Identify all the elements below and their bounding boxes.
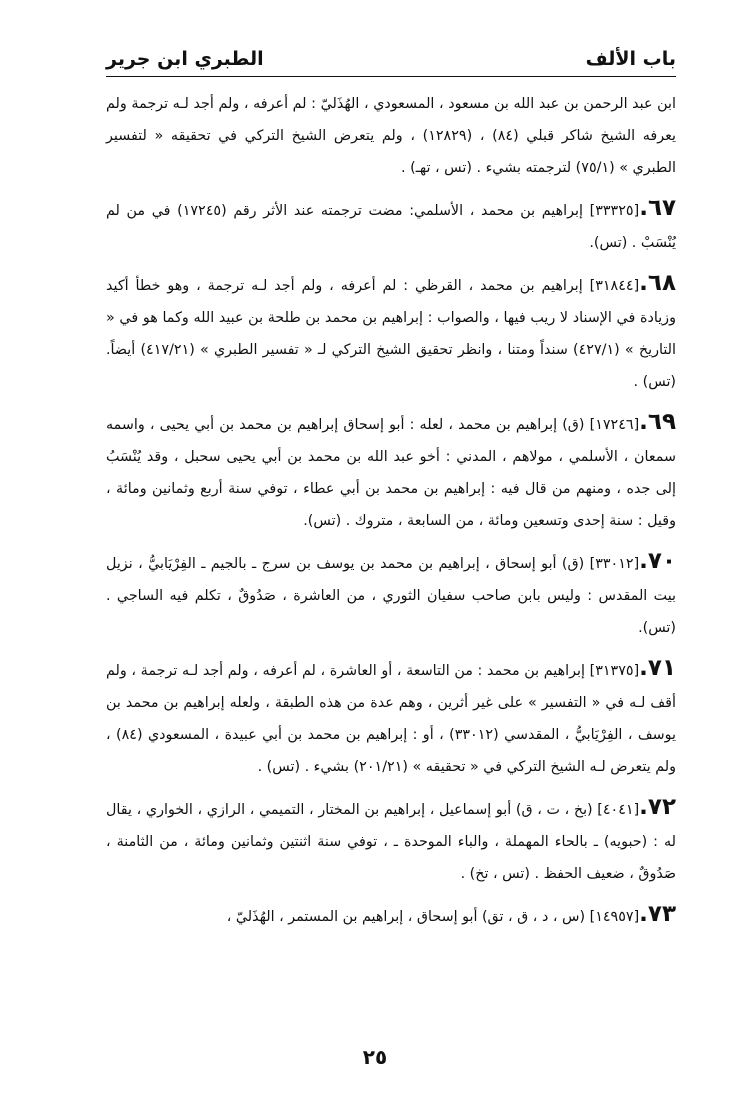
entry-text: ابن عبد الرحمن بن عبد الله بن مسعود ، المسعودي ، الهُذَليّ : لم أعرفه ، ولم أجد لـه ترجمة ولم يعرفه الشيخ شاكر قبلي (٨٤) ، (١٢٨٢٩) ، ولم يتعرض الشيخ التركي في تحقيقه « لتفسير الطبري » (٧٥/١) لترجمته بشيء . (تس ، تهـ) . <box>106 96 677 176</box>
running-header <box>106 40 676 77</box>
entry-number: ٧٢. <box>639 794 676 820</box>
header-book-title: الطبري ابن جرير <box>106 48 264 70</box>
entry-number: ٧٣. <box>639 901 676 927</box>
entry-text: [٤٠٤١] (بخ ، ت ، ق) أبو إسماعيل ، إبراهيم بن المختار ، التميمي ، الرازي ، الخواري ، يقال له : (حبويه) ـ بالحاء المهملة ، والباء الموحدة ـ ، توفي سنة اثنتين وثمانين ومائة ، من الثامنة ، صَدُوقٌ ، ضعيف الحفظ . (تس ، تخ) . <box>106 802 676 882</box>
page-number: ٢٥ <box>362 1045 388 1069</box>
entry-number: ٧١. <box>639 655 676 681</box>
entry-number: ٧٠. <box>639 548 676 574</box>
entry-number: ٦٧. <box>639 195 677 221</box>
entry-72 <box>106 791 676 890</box>
entry-68 <box>106 267 676 398</box>
entry-number: ٦٩. <box>639 409 676 435</box>
entry-text: [٣١٨٤٤] إبراهيم بن محمد ، القرظي : لم أعرفه ، ولم أجد لـه ترجمة ، وهو خطأ أكيد وزيادة في الإسناد لا ريب فيها ، والصواب : إبراهيم بن محمد بن طلحة بن عبيد الله وكما هو في « التاريخ » (٤٢٧/١) سنداً ومتنا ، وانظر تحقيق الشيخ التركي لـ « تفسير الطبري » (٤١٧/٢١) أيضاً. (تس) . <box>106 278 676 390</box>
entry-67 <box>106 192 676 259</box>
entry-text: [٣٣٠١٢] (ق) أبو إسحاق ، إبراهيم بن محمد بن يوسف بن سرج ـ بالجيم ـ الفِرْيَابيُّ ، نزيل بيت المقدس : وليس بابن صاحب سفيان الثوري ، من العاشرة ، صَدُوقٌ ، تكلم فيه الساجي . (تس). <box>106 556 676 636</box>
entry-69 <box>106 406 676 537</box>
entry-70 <box>106 545 676 644</box>
entry-text: [١٧٢٤٦] (ق) إبراهيم بن محمد ، لعله : أبو إسحاق إبراهيم بن محمد بن أبي يحيى ، واسمه سمعان ، الأسلمي ، مولاهم ، المدني : أخو عبد الله بن محمد بن أبي يحيى سحبل ، وقد يُنْسَبُ إلى جده ، ومنهم من قال فيه : إبراهيم بن محمد بن أبي عطاء ، توفي سنة أربع وثمانين ومائة ، وقيل : سنة إحدى وتسعين ومائة ، من السابعة ، متروك . (تس). <box>106 417 676 529</box>
text-body <box>106 88 676 1039</box>
entry-number: ٦٨. <box>639 270 676 296</box>
header-chapter-title: باب الألف <box>585 48 676 70</box>
entry-continuation <box>106 88 676 184</box>
entry-text: [٣١٣٧٥] إبراهيم بن محمد : من التاسعة ، أو العاشرة ، لم أعرفه ، ولم أجد لـه ترجمة ، ولم أقف لـه في « التفسير » على غير أثرين ، وهم عدة من هذه الطبقة ، ولعله إبراهيم بن محمد بن يوسف ، الفِرْيَابيُّ ، المقدسي (٣٣٠١٢) ، أو : إبراهيم بن محمد بن أبي عبيدة ، المسعودي (٨٤) ، ولم يتعرض لـه الشيخ التركي في « تحقيقه » (٢٠١/٢١) بشيء . (تس) . <box>106 663 676 775</box>
entry-71 <box>106 652 676 783</box>
entry-text: [١٤٩٥٧] (س ، د ، ق ، تق) أبو إسحاق ، إبراهيم بن المستمر ، الهُذَليّ ، <box>226 909 640 925</box>
entry-text: [٣٣٣٢٥] إبراهيم بن محمد ، الأسلمي: مضت ترجمته عند الأثر رقم (١٧٢٤٥) في من لم يُنْسَبْ . (تس). <box>106 203 676 251</box>
entry-73 <box>106 898 676 933</box>
